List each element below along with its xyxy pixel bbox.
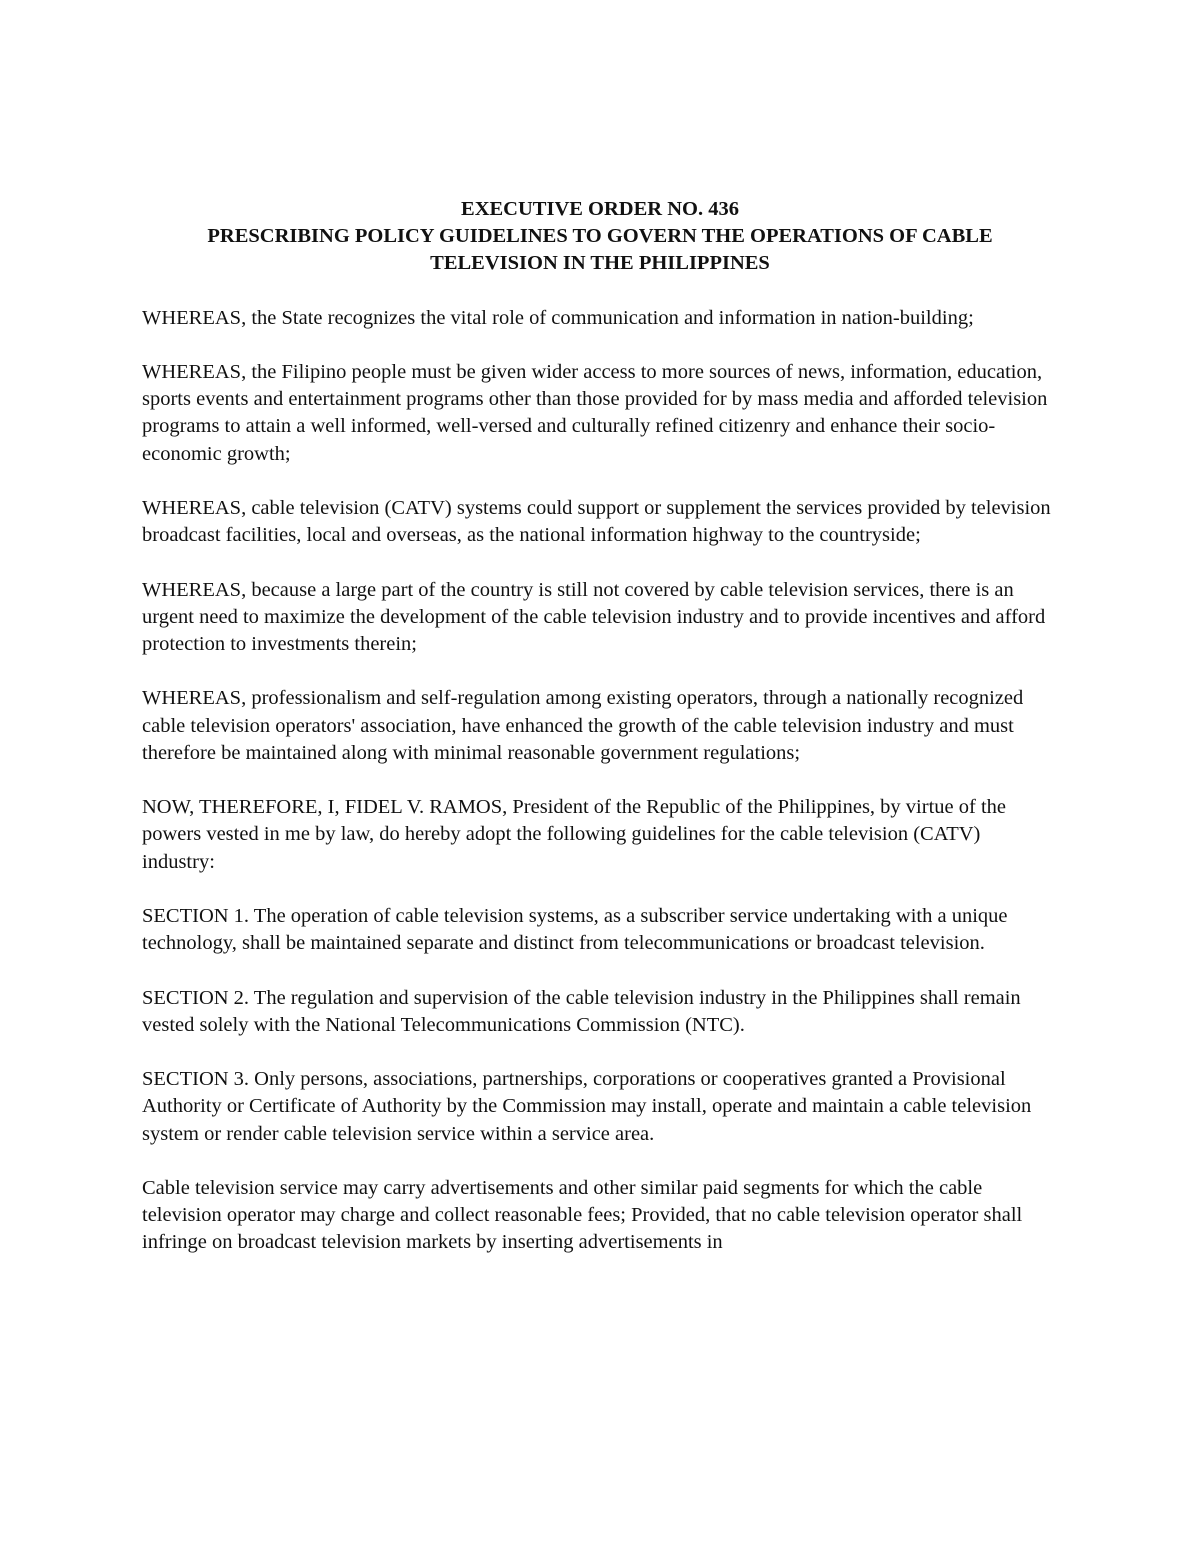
order-subtitle-line-1: PRESCRIBING POLICY GUIDELINES TO GOVERN THE OPERATIONS OF CABLE: [207, 225, 993, 248]
advertisements-paragraph: Cable television service may carry advertisements and other similar paid segments for which the cable television operator may charge and collect reasonable fees; Provided, that no cable television operator shall infringe on broadcast television markets by inserting advertisements in: [142, 1176, 1023, 1254]
whereas-paragraph-3: WHEREAS, cable television (CATV) systems could support or supplement the services provided by television broadcast facilities, local and overseas, as the national information highway to the countryside;: [142, 497, 1051, 547]
whereas-paragraph-4: WHEREAS, because a large part of the country is still not covered by cable television services, there is an urgent need to maximize the development of the cable television industry and to provide incentives and afford protection to investments therein;: [142, 578, 1046, 655]
whereas-paragraph-2: WHEREAS, the Filipino people must be given wider access to more sources of news, information, education, sports events and entertainment programs other than those provided for by mass media and afforded television programs to attain a well informed, well-versed and culturally refined citizenry and enhance their socio-economic growth;: [142, 361, 1048, 465]
document-body: [142, 196, 1058, 1284]
section-1-paragraph: SECTION 1. The operation of cable television systems, as a subscriber service undertaking with a unique technology, shall be maintained separate and distinct from telecommunications or broadcast television.: [142, 904, 1008, 955]
section-2-paragraph: SECTION 2. The regulation and supervision of the cable television industry in the Philippines shall remain vested solely with the National Telecommunications Commission (NTC).: [142, 986, 1021, 1036]
now-therefore-paragraph: NOW, THEREFORE, I, FIDEL V. RAMOS, President of the Republic of the Philippines, by virtue of the powers vested in me by law, do hereby adopt the following guidelines for the cable television (CATV) industry:: [142, 796, 1006, 873]
whereas-paragraph-5: WHEREAS, professionalism and self-regulation among existing operators, through a nationally recognized cable television operators' association, have enhanced the growth of the cable television industry and must therefore be maintained along with minimal reasonable government regulations;: [142, 687, 1024, 764]
order-subtitle-line-2: TELEVISION IN THE PHILIPPINES: [430, 252, 770, 275]
document-heading: [142, 196, 1058, 278]
order-title: EXECUTIVE ORDER NO. 436: [461, 198, 739, 220]
whereas-paragraph-1: WHEREAS, the State recognizes the vital role of communication and information in nation-building;: [142, 306, 974, 329]
section-3-paragraph: SECTION 3. Only persons, associations, partnerships, corporations or cooperatives granted a Provisional Authority or Certificate of Authority by the Commission may install, operate and maintain a cable television system or render cable television service within a service area.: [142, 1068, 1032, 1145]
